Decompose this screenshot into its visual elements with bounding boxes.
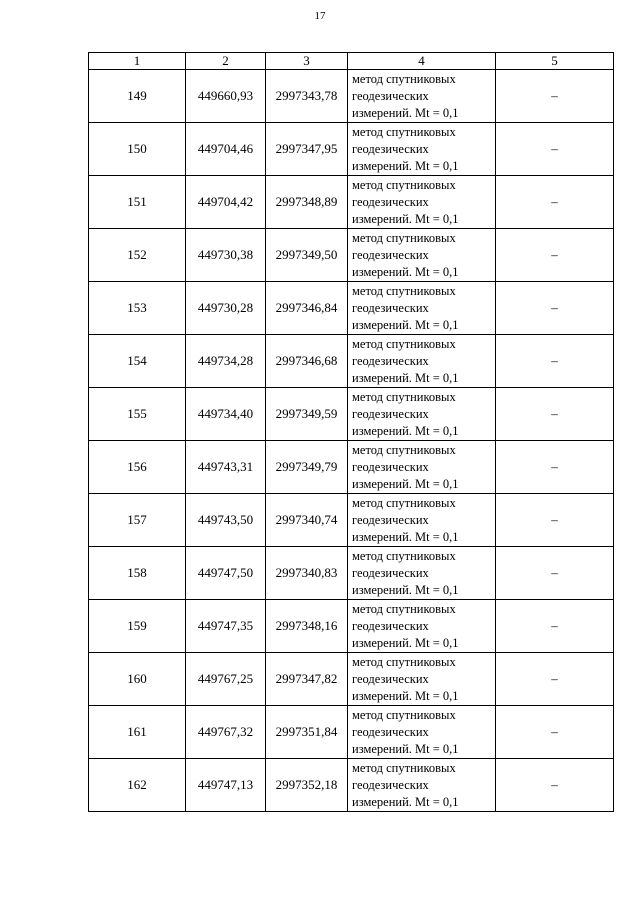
y-coordinate-cell: 2997347,82 — [266, 653, 348, 706]
method-cell — [348, 653, 496, 706]
method-cell — [348, 600, 496, 653]
y-coordinate-cell: 2997349,79 — [266, 441, 348, 494]
y-coordinate-cell: 2997346,68 — [266, 335, 348, 388]
method-line: измерений. Mt = 0,1 — [352, 741, 459, 756]
y-coordinate-cell: 2997352,18 — [266, 759, 348, 812]
point-number-cell: 162 — [89, 759, 186, 812]
method-line: измерений. Mt = 0,1 — [352, 582, 459, 597]
point-number-cell: 161 — [89, 706, 186, 759]
method-line: измерений. Mt = 0,1 — [352, 264, 459, 279]
note-cell: – — [496, 706, 614, 759]
note-cell: – — [496, 653, 614, 706]
method-cell — [348, 176, 496, 229]
x-coordinate-cell: 449704,42 — [186, 176, 266, 229]
table-row — [89, 441, 614, 494]
point-number-cell: 157 — [89, 494, 186, 547]
note-cell: – — [496, 335, 614, 388]
method-cell — [348, 547, 496, 600]
method-line: геодезических — [352, 565, 429, 580]
note-cell: – — [496, 759, 614, 812]
page-number: 17 — [314, 10, 326, 22]
table-row — [89, 70, 614, 123]
method-line: измерений. Mt = 0,1 — [352, 476, 459, 491]
method-cell — [348, 123, 496, 176]
note-cell: – — [496, 123, 614, 176]
method-cell — [348, 441, 496, 494]
method-line: метод спутниковых — [352, 124, 456, 139]
method-cell — [348, 706, 496, 759]
y-coordinate-cell: 2997340,83 — [266, 547, 348, 600]
method-cell — [348, 759, 496, 812]
method-line: геодезических — [352, 406, 429, 421]
point-number-cell: 152 — [89, 229, 186, 282]
method-line: геодезических — [352, 512, 429, 527]
method-line: измерений. Mt = 0,1 — [352, 423, 459, 438]
method-line: геодезических — [352, 724, 429, 739]
y-coordinate-cell: 2997343,78 — [266, 70, 348, 123]
y-coordinate-cell: 2997348,16 — [266, 600, 348, 653]
table-row — [89, 706, 614, 759]
point-number-cell: 151 — [89, 176, 186, 229]
note-cell: – — [496, 282, 614, 335]
method-line: геодезических — [352, 247, 429, 262]
method-line: геодезических — [352, 300, 429, 315]
table-row — [89, 335, 614, 388]
coordinates-table — [88, 52, 614, 812]
x-coordinate-cell: 449743,50 — [186, 494, 266, 547]
table-row — [89, 388, 614, 441]
method-cell — [348, 229, 496, 282]
y-coordinate-cell: 2997351,84 — [266, 706, 348, 759]
method-line: метод спутниковых — [352, 601, 456, 616]
y-coordinate-cell: 2997340,74 — [266, 494, 348, 547]
table-body — [89, 70, 614, 812]
header-col-4: 4 — [348, 53, 496, 70]
y-coordinate-cell: 2997346,84 — [266, 282, 348, 335]
x-coordinate-cell: 449747,35 — [186, 600, 266, 653]
x-coordinate-cell: 449743,31 — [186, 441, 266, 494]
method-line: геодезических — [352, 777, 429, 792]
method-line: геодезических — [352, 88, 429, 103]
method-line: геодезических — [352, 353, 429, 368]
x-coordinate-cell: 449704,46 — [186, 123, 266, 176]
note-cell: – — [496, 388, 614, 441]
point-number-cell: 159 — [89, 600, 186, 653]
method-line: геодезических — [352, 194, 429, 209]
method-line: геодезических — [352, 671, 429, 686]
point-number-cell: 158 — [89, 547, 186, 600]
method-cell — [348, 494, 496, 547]
method-line: метод спутниковых — [352, 654, 456, 669]
point-number-cell: 150 — [89, 123, 186, 176]
note-cell: – — [496, 600, 614, 653]
method-line: метод спутниковых — [352, 177, 456, 192]
method-line: измерений. Mt = 0,1 — [352, 211, 459, 226]
method-cell — [348, 335, 496, 388]
point-number-cell: 154 — [89, 335, 186, 388]
note-cell: – — [496, 176, 614, 229]
x-coordinate-cell: 449734,28 — [186, 335, 266, 388]
method-line: измерений. Mt = 0,1 — [352, 794, 459, 809]
table-row — [89, 494, 614, 547]
method-line: метод спутниковых — [352, 336, 456, 351]
x-coordinate-cell: 449730,38 — [186, 229, 266, 282]
method-cell — [348, 388, 496, 441]
method-line: метод спутниковых — [352, 548, 456, 563]
point-number-cell: 153 — [89, 282, 186, 335]
method-line: метод спутниковых — [352, 495, 456, 510]
method-line: метод спутниковых — [352, 71, 456, 86]
method-line: метод спутниковых — [352, 283, 456, 298]
header-col-2: 2 — [186, 53, 266, 70]
table-row — [89, 653, 614, 706]
method-line: метод спутниковых — [352, 442, 456, 457]
method-line: метод спутниковых — [352, 707, 456, 722]
header-col-3: 3 — [266, 53, 348, 70]
x-coordinate-cell: 449767,25 — [186, 653, 266, 706]
method-line: измерений. Mt = 0,1 — [352, 529, 459, 544]
x-coordinate-cell: 449747,50 — [186, 547, 266, 600]
x-coordinate-cell: 449730,28 — [186, 282, 266, 335]
method-line: измерений. Mt = 0,1 — [352, 635, 459, 650]
point-number-cell: 155 — [89, 388, 186, 441]
x-coordinate-cell: 449747,13 — [186, 759, 266, 812]
method-line: геодезических — [352, 141, 429, 156]
table-header — [89, 53, 614, 70]
x-coordinate-cell: 449767,32 — [186, 706, 266, 759]
y-coordinate-cell: 2997347,95 — [266, 123, 348, 176]
point-number-cell: 160 — [89, 653, 186, 706]
x-coordinate-cell: 449660,93 — [186, 70, 266, 123]
method-cell — [348, 70, 496, 123]
x-coordinate-cell: 449734,40 — [186, 388, 266, 441]
method-line: геодезических — [352, 618, 429, 633]
method-line: измерений. Mt = 0,1 — [352, 317, 459, 332]
method-cell — [348, 282, 496, 335]
method-line: измерений. Mt = 0,1 — [352, 370, 459, 385]
table-row — [89, 547, 614, 600]
table-row — [89, 123, 614, 176]
method-line: метод спутниковых — [352, 760, 456, 775]
table-row — [89, 229, 614, 282]
table-row — [89, 176, 614, 229]
header-col-5: 5 — [496, 53, 614, 70]
table-row — [89, 600, 614, 653]
table-row — [89, 282, 614, 335]
y-coordinate-cell: 2997348,89 — [266, 176, 348, 229]
method-line: измерений. Mt = 0,1 — [352, 105, 459, 120]
method-line: метод спутниковых — [352, 389, 456, 404]
y-coordinate-cell: 2997349,50 — [266, 229, 348, 282]
method-line: геодезических — [352, 459, 429, 474]
note-cell: – — [496, 70, 614, 123]
point-number-cell: 149 — [89, 70, 186, 123]
point-number-cell: 156 — [89, 441, 186, 494]
header-col-1: 1 — [89, 53, 186, 70]
method-line: измерений. Mt = 0,1 — [352, 158, 459, 173]
table-row — [89, 759, 614, 812]
header-row — [89, 53, 614, 70]
note-cell: – — [496, 547, 614, 600]
method-line: метод спутниковых — [352, 230, 456, 245]
note-cell: – — [496, 441, 614, 494]
note-cell: – — [496, 494, 614, 547]
y-coordinate-cell: 2997349,59 — [266, 388, 348, 441]
note-cell: – — [496, 229, 614, 282]
method-line: измерений. Mt = 0,1 — [352, 688, 459, 703]
